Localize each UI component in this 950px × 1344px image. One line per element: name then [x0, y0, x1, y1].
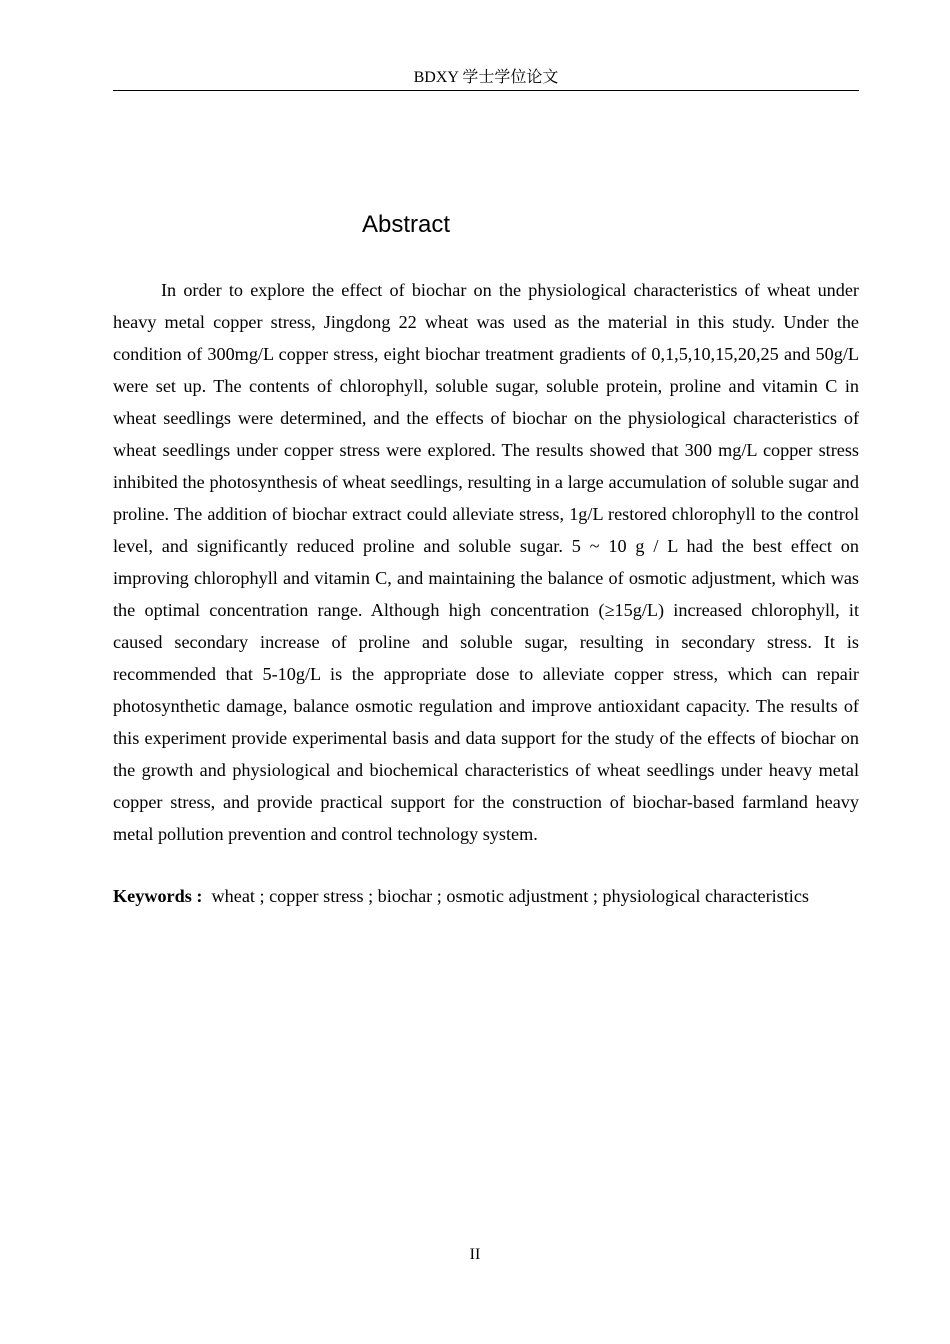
running-header: BDXY 学士学位论文 [113, 68, 859, 91]
keywords-label: Keywords : [113, 886, 203, 906]
page-number: II [469, 1246, 481, 1263]
keywords-list: wheat ; copper stress ; biochar ; osmotic adjustment ; physiological characteristics [211, 886, 810, 906]
keywords-line [113, 880, 873, 912]
abstract-body: In order to explore the effect of biochar on the physiological characteristics of wheat under heavy metal copper stress, Jingdong 22 wheat was used as the material in this study. Under the condition of 300mg/L copper stress, eight biochar treatment gradients of 0,1,5,10,15,20,25 and 50g/L were set up. The contents of chlorophyll, soluble sugar, soluble protein, proline and vitamin C in wheat seedlings were determined, and the effects of biochar on the physiological characteristics of wheat seedlings under copper stress were explored. The results showed that 300 mg/L copper stress inhibited the photosynthesis of wheat seedlings, resulting in a large accumulation of soluble sugar and proline. The addition of biochar extract could alleviate stress, 1g/L restored chlorophyll to the control level, and significantly reduced proline and soluble sugar. 5 ~ 10 g / L had the best effect on improving chlorophyll and vitamin C, and maintaining the balance of osmotic adjustment, which was the optimal concentration range. Although high concentration (≥15g/L) increased chlorophyll, it caused secondary increase of proline and soluble sugar, resulting in secondary stress. It is recommended that 5-10g/L is the appropriate dose to alleviate copper stress, which can repair photosynthetic damage, balance osmotic regulation and improve antioxidant capacity. The results of this experiment provide experimental basis and data support for the study of the effects of biochar on the growth and physiological and biochemical characteristics of wheat seedlings under heavy metal copper stress, and provide practical support for the construction of biochar-based farmland heavy metal pollution prevention and control technology system. [113, 280, 859, 844]
abstract-title: Abstract [362, 211, 451, 238]
